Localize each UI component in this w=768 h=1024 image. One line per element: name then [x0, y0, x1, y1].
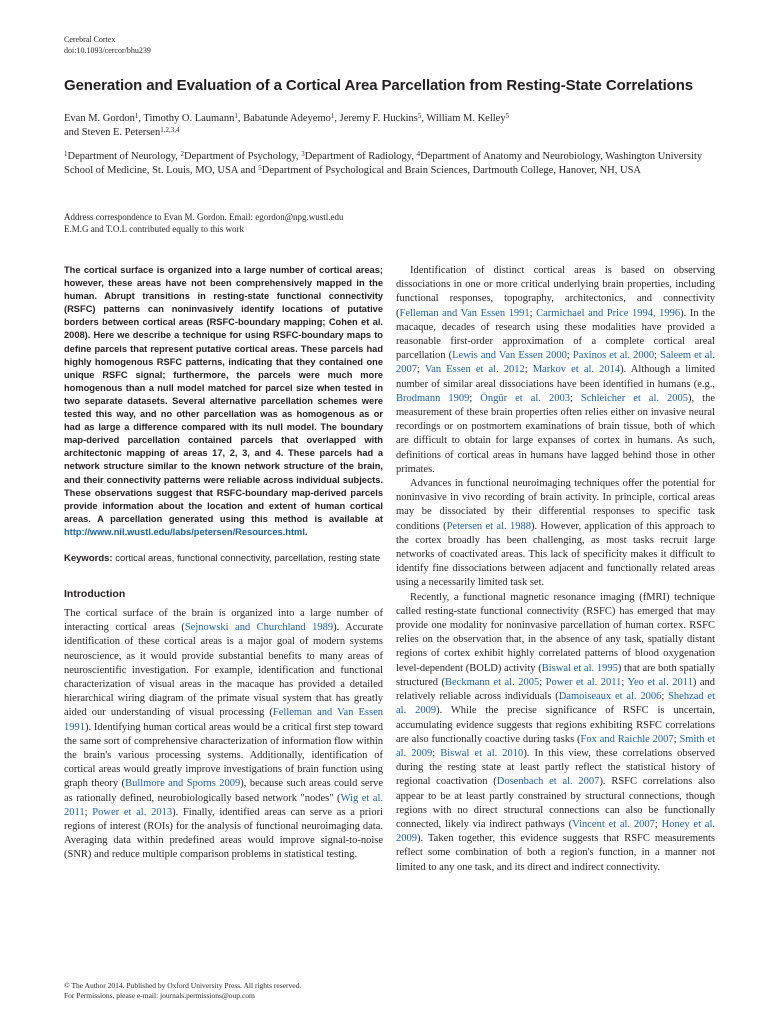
text-span: ). Taken together, this evidence suggests that RSFC measurements reflect some combination of both a region's function, in a manner not limited to any one task, and its direct and indirect connectivity.	[396, 833, 715, 873]
text-span: ), the measurement of these brain properties often relies either on invasive neural recordings or on postmortem examinations of brain tissue, both of which are difficult to obtain for large expanses of cortex in humans. As such, definitions of cortical areas in humans have lagged behind those in other primates.	[396, 392, 715, 475]
correspondence-address: Address correspondence to Evan M. Gordon. Email: egordon@npg.wustl.edu	[64, 212, 344, 222]
text-span: Recently, a functional magnetic resonance imaging (fMRI) technique called resting-state functional connectivity (RSFC) has emerged that may provide one modality for noninvasive parcellation of human cortex. RSFC relies on the observation that, in the absence of any task, spatially distant regions of cortex exhibit highly correlated patterns of blood oxygenation level-dependent (BOLD) activity (	[396, 591, 715, 674]
right-paragraph-1	[396, 264, 715, 477]
text-span: Advances in functional neuroimaging techniques offer the potential for noninvasive in vivo recording of brain activity. In principle, cortical areas may be dissociated by their differential responses to specific task conditions (	[396, 478, 715, 532]
citation-link[interactable]: Schleicher et al. 2005	[580, 392, 689, 404]
affiliation: Department of Psychological and Brain Sciences, Dartmouth College, Hanover, NH, USA	[261, 164, 641, 176]
author-affil-sup: 5	[505, 112, 510, 120]
affil-sup: 2	[180, 150, 185, 158]
text-span: ;	[673, 733, 680, 745]
affil-sup: 5	[258, 163, 262, 172]
right-paragraph-2	[396, 477, 715, 591]
affil-sup: 3	[301, 150, 305, 158]
right-paragraph-3	[396, 591, 715, 875]
text-span: Identification of distinct cortical areas is based on observing dissociations in one or more critical underlying brain properties, including functional responses, topography, architectonics, and connectivity (	[396, 265, 715, 319]
text-span: ;	[417, 364, 425, 376]
author-list	[64, 112, 724, 140]
left-column	[64, 264, 383, 863]
text-span: ;	[84, 806, 93, 818]
text-span: ). In this view, these correlations observed during the resting state at least partly reflect the statistical history of regional coactivation (	[396, 747, 716, 788]
citation-link[interactable]: Power et al. 2011	[545, 676, 622, 688]
section-heading-introduction: Introduction	[64, 587, 126, 600]
text-span: ). Identifying human cortical areas would be a critical first step toward the same sort of comprehensive characterization of information flow within the brain's various processing systems. Additionally, identification of cortical areas would greatly improve investigations of brain function using graph theory (	[64, 721, 383, 790]
citation-link[interactable]: Damoiseaux et al. 2006	[558, 691, 662, 703]
paper-title: Generation and Evaluation of a Cortical Area Parcellation from Resting-State Correlations	[64, 77, 694, 94]
text-span: ;	[566, 350, 573, 362]
author: , Jeremy F. Huckins	[334, 113, 418, 124]
author: , Babatunde Adeyemo	[237, 113, 331, 124]
text-span: ) that are both spatially structured (	[396, 662, 715, 688]
citation-link[interactable]: Brodmann 1909	[396, 392, 470, 404]
author-affil-sup: 1,2,3,4	[160, 126, 180, 134]
text-span: ;	[661, 691, 669, 703]
affil-sup: 1	[64, 150, 68, 158]
keywords	[64, 552, 383, 565]
author: and Steven E. Petersen	[64, 127, 161, 138]
author-affil-sup: 5	[417, 112, 422, 120]
affiliation: Department of Psychology,	[184, 151, 302, 162]
permissions-notice: For Permissions, please e-mail: journals.permissions@oup.com	[64, 991, 255, 1000]
text-span: ). Although a limited number of similar areal dissociations have been identified in humans (e.g.,	[396, 364, 715, 390]
text-span: ;	[654, 350, 661, 362]
text-span: ), because such areas could serve as rationally defined, neurobiologically based network "nodes" (	[64, 778, 383, 804]
author-affil-sup: 1	[234, 112, 238, 120]
citation-link[interactable]: Carmichael and Price 1994, 1996	[536, 307, 681, 319]
author-affil-sup: 1	[134, 112, 139, 120]
citation-link[interactable]: Paxinos et al. 2000	[572, 350, 655, 362]
citation-link[interactable]: Power et al. 2013	[92, 806, 173, 818]
text-span: ). In the macaque, decades of research using these modalities have provided a reasonable first-order approximation of a complete cortical areal parcellation (	[396, 307, 715, 362]
abstract	[64, 264, 383, 539]
page-footer	[64, 981, 301, 1001]
equal-contribution-note: E.M.G and T.O.L contributed equally to this work	[64, 224, 245, 234]
keywords-text: cortical areas, functional connectivity, parcellation, resting state	[112, 552, 381, 564]
journal-header	[64, 34, 151, 56]
citation-link[interactable]: Biswal et al. 2010	[440, 747, 524, 759]
citation-link[interactable]: Wig et al. 2011	[64, 792, 384, 818]
citation-link[interactable]: Smith et al. 2009	[396, 733, 715, 759]
text-span: ) and relatively reliable across individuals (	[396, 676, 715, 703]
keywords-label: Keywords:	[64, 552, 113, 564]
correspondence-block	[64, 211, 724, 235]
citation-link[interactable]: Shehzad et al. 2009	[396, 691, 716, 717]
text-span: ;	[529, 307, 537, 319]
doi: doi:10.1093/cercor/bhu239	[64, 46, 151, 55]
text-span: ). Accurate identification of these cortical areas is a major goal of modern systems neuroscience, as it would provide substantial benefits to many areas of neuroscientific investigation. For example, identification and functional characterization of visual areas in the macaque has provided a detailed hierarchical wiring diagram of the primate visual system that has greatly aided our understanding of visual processing (	[64, 622, 384, 719]
right-column	[396, 264, 715, 875]
affiliation: Department of Anatomy and Neurobiology, Washington University School of Medicine, St. Louis, MO, USA and	[64, 151, 703, 176]
text-span: ;	[621, 676, 628, 688]
citation-link[interactable]: Yeo et al. 2011	[627, 676, 693, 688]
text-span: ). Finally, identified areas can serve as a priori regions of interest (ROIs) for the analysis of functional neuroimaging data. Averaging data within predefined areas would improve signal-to-noise (SNR) and reduce multiple comparison problems in statistical testing.	[64, 806, 384, 861]
text-span: ;	[432, 747, 441, 759]
citation-link[interactable]: Lewis and Van Essen 2000	[452, 350, 567, 362]
citation-link[interactable]: Beckmann et al. 2005	[445, 676, 540, 688]
text-span: ;	[524, 364, 533, 376]
citation-link[interactable]: Bullmore and Sporns 2009	[125, 778, 241, 790]
intro-paragraph-1	[64, 607, 383, 863]
citation-link[interactable]: Sejnowski and Churchland 1989	[184, 622, 334, 634]
text-span: ). However, application of this approach to the cortex broadly has been challenging, as most tasks recruit large networks of coactivated areas. This lack of specificity makes it difficult to identify fine dissociations between adjacent and functionally related areas using a necessarily limited task set.	[396, 520, 715, 589]
text-span: ;	[469, 392, 481, 404]
author: , Timothy O. Laumann	[138, 113, 235, 124]
author: Evan M. Gordon	[64, 113, 135, 124]
affiliation: Department of Neurology,	[67, 151, 181, 162]
journal-name: Cerebral Cortex	[64, 35, 116, 44]
author: , William M. Kelley	[421, 113, 506, 124]
citation-link[interactable]: Öngür et al. 2003	[480, 392, 570, 404]
text-span: ;	[654, 818, 662, 830]
citation-link[interactable]: Vincent et al. 2007	[572, 818, 655, 830]
citation-link[interactable]: Felleman and Van Essen 1991	[399, 307, 530, 319]
text-span: The cortical surface of the brain is organized into a large number of interacting cortical areas (	[64, 607, 383, 634]
affiliations	[64, 150, 724, 177]
citation-link[interactable]: Honey et al. 2009	[396, 818, 715, 845]
affil-sup: 4	[416, 150, 421, 158]
text-span: ). While the precise significance of RSFC is uncertain, accumulating evidence suggests that regions exhibiting RSFC correlations are also functionally coactive during tasks (	[396, 705, 716, 745]
text-span: ). RSFC correlations also appear to be at least partly constrained by structural connections, though regions with no direct structural connections can also be functionally connected, likely via indirect pathways (	[396, 776, 715, 830]
copyright-notice: © The Author 2014. Published by Oxford University Press. All rights reserved.	[64, 981, 302, 990]
citation-link[interactable]: Markov et al. 2014	[532, 364, 621, 376]
author-affil-sup: 1	[330, 112, 335, 120]
citation-link[interactable]: Dosenbach et al. 2007	[496, 776, 600, 788]
citation-link[interactable]: Biswal et al. 1995	[541, 662, 618, 674]
resources-link[interactable]: http://www.nil.wustl.edu/labs/petersen/Resources.html	[64, 526, 305, 537]
abstract-text: The cortical surface is organized into a large number of cortical areas; however, these areas have not been comprehensively mapped in the human. Abrupt transitions in resting-state functional connectivity (RSFC) patterns can noninvasively identify locations of putative borders between cortical areas (RSFC-boundary mapping; Cohen et al. 2008). Here we describe a technique for using RSFC-boundary maps to define parcels that represent putative cortical areas. These parcels had highly homogenous RSFC patterns, indicating that they contained one unique RSFC signal; furthermore, the parcels were much more homogenous than a null model matched for parcel size when tested in two separate datasets. Several alternative parcellation schemes were tested this way, and no other parcellation was as homogenous as or had as large a difference compared with its null model. The boundary map-derived parcellation contained parcels that overlapped with architectonic mapping of areas 17, 2, 3, and 4. These parcels had a network structure similar to the known network structure of the brain, and their connectivity patterns were reliable across individual subjects. These observations suggest that RSFC-boundary map-derived parcels provide information about the location and extent of human cortical areas. A parcellation generated using this method is available at	[64, 265, 383, 524]
affiliation: Department of Radiology,	[304, 151, 417, 162]
citation-link[interactable]: Fox and Raichle 2007	[580, 733, 674, 745]
text-span: ;	[569, 392, 581, 404]
citation-link[interactable]: Petersen et al. 1988	[446, 520, 531, 532]
citation-link[interactable]: Van Essen et al. 2012	[424, 364, 525, 376]
citation-link[interactable]: Felleman and Van Essen 1991	[64, 707, 383, 733]
citation-link[interactable]: Saleem et al. 2007	[396, 350, 716, 376]
abstract-end: .	[304, 526, 308, 537]
text-span: ;	[539, 676, 546, 688]
